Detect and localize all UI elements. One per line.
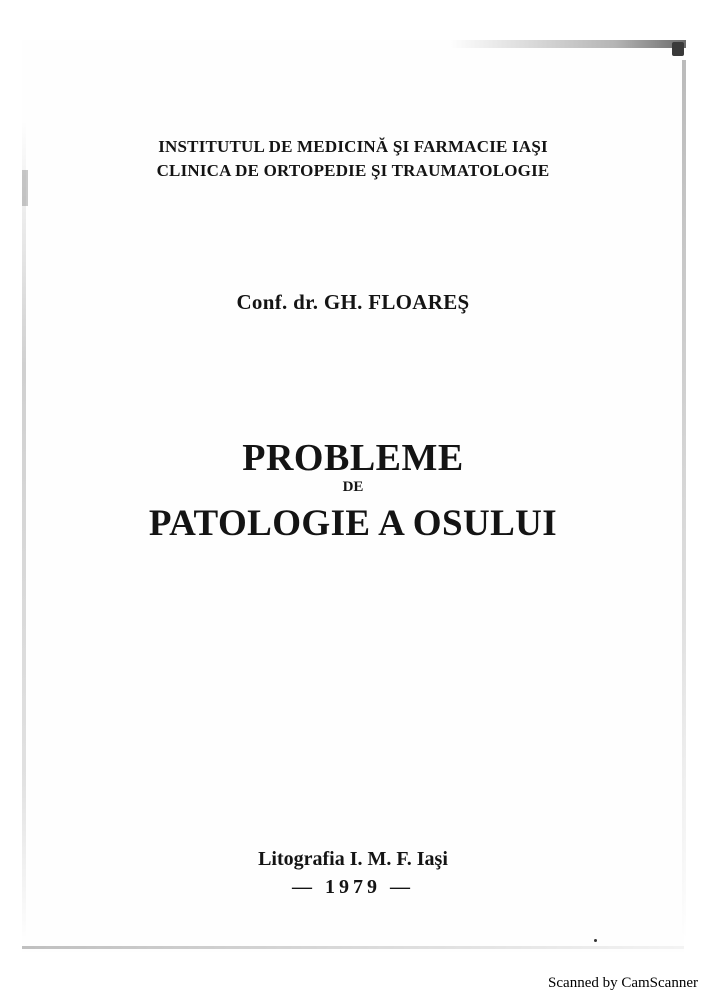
title-connector: DE	[342, 479, 364, 495]
scanner-watermark: Scanned by CamScanner	[548, 975, 698, 991]
author-name: Conf. dr. GH. FLOAREŞ	[236, 290, 470, 314]
scan-corner-mark	[672, 42, 684, 56]
institute-name: INSTITUTUL DE MEDICINĂ ŞI FARMACIE IAŞI	[158, 137, 548, 156]
scan-edge-left-mark	[22, 170, 28, 206]
clinic-name: CLINICA DE ORTOPEDIE ŞI TRAUMATOLOGIE	[156, 161, 550, 180]
scan-edge-top	[450, 40, 686, 48]
publisher: Litografia I. M. F. Iaşi	[258, 848, 448, 870]
title-line-1: PROBLEME	[242, 437, 464, 479]
publication-year: — 1979 —	[292, 876, 414, 898]
title-line-2: PATOLOGIE A OSULUI	[148, 503, 558, 544]
scan-edge-bottom	[22, 946, 684, 949]
scan-edge-left	[22, 120, 26, 940]
scan-edge-right	[682, 60, 686, 940]
scan-speck	[594, 939, 597, 942]
